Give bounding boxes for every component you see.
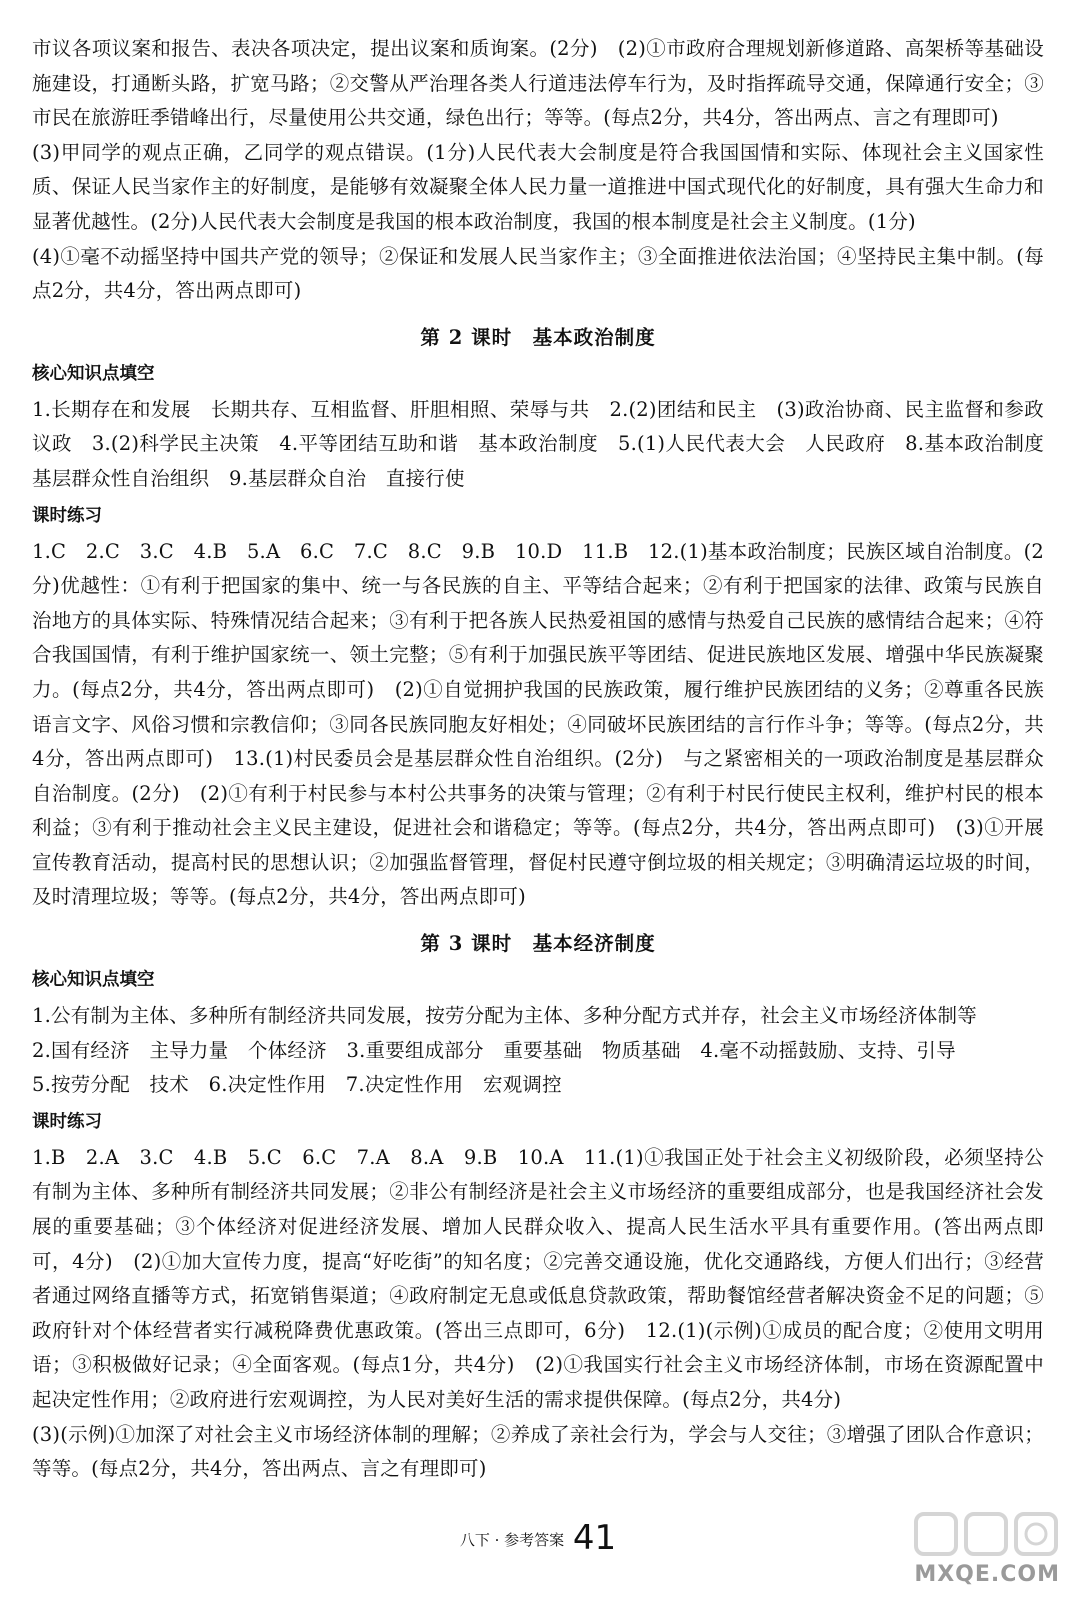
footer-label: 八下 · 参考答案: [459, 1531, 565, 1549]
watermark-text: MXQE.COM: [914, 1562, 1060, 1587]
core-knowledge-answers: 1.长期存在和发展 长期共存、互相监督、肝胆相照、荣辱与共 2.(2)团结和民主 (3)政治协商、民主监督和参政议政 3.(2)科学民主决策 4.平等团结互助和谐 基本政治制度 5.(1)人民代表大会 人民政府 8.基本政治制度 基层群众性自治组织 9.基层群众自治 直接行使: [32, 397, 1064, 490]
practice-heading: 课时练习: [32, 505, 102, 526]
page-number: 41: [572, 1518, 617, 1558]
practice-answers: 1.C 2.C 3.C 4.B 5.A 6.C 7.C 8.C 9.B 10.D 11.B 12.(1)基本政治制度；民族区域自治制度。(2分)优越性：①有利于把国家的集中、统一与各民族的自主、平等结合起来；②有利于把国家的法律、政策与民族自治地方的具体实际、特殊情况结合起来；③有利于把各族人民热爱祖国的感情与热爱自己民族的感情结合起来；④符合我国国情，有利于维护国家统一、领土完整；⑤有利于加强民族平等团结、促进民族地区发展、增强中华民族凝聚力。(每点2分，共4分，答出两点即可) (2)①自觉拥护我国的民族政策，履行维护民族团结的义务；②尊重各民族语言文字、风俗习惯和宗教信仰；③同各民族同胞友好相处；④同破坏民族团结的言行作斗争；等等。(每点2分，共4分，答出两点即可) 13.(1)村民委员会是基层群众性自治组织。(2分) 与之紧密相关的一项政治制度是基层群众自治制度。(2分) (2)①有利于村民参与本村公共事务的决策与管理；②有利于村民行使民主权利，维护村民的根本利益；③有利于推动社会主义民主建设，促进社会和谐稳定；等等。(每点2分，共4分，答出两点即可) (3)①开展宣传教育活动，提高村民的思想认识；②加强监督管理，督促村民遵守倒垃圾的相关规定；③明确清运垃圾的时间，及时清理垃圾；等等。(每点2分，共4分，答出两点即可): [32, 539, 1044, 909]
core-knowledge-line: 1.公有制为主体、多种所有制经济共同发展，按劳分配为主体、多种分配方式并存，社会主义市场经济体制等: [32, 1004, 977, 1028]
practice-answers: 1.B 2.A 3.C 4.B 5.C 6.C 7.A 8.A 9.B 10.A 11.(1)①我国正处于社会主义初级阶段，必须坚持公有制为主体、多种所有制经济共同发展；②非公有制经济是社会主义市场经济的重要组成部分，也是我国经济社会发展的重要基础；③个体经济对促进经济发展、增加人民群众收入、提高人民生活水平具有重要作用。(答出两点即可，4分) (2)①加大宣传力度，提高“好吃街”的知名度；②完善交通设施，优化交通路线，方便人们出行；③经营者通过网络直播等方式，拓宽销售渠道；④政府制定无息或低息贷款政策，帮助餐馆经营者解决资金不足的问题；⑤政府针对个体经营者实行减税降费优惠政策。(答出三点即可，6分) 12.(1)(示例)①成员的配合度；②使用文明用语；③积极做好记录；④全面客观。(每点1分，共4分) (2)①我国实行社会主义市场经济体制，市场在资源配置中起决定性作用；②政府进行宏观调控，为人民对美好生活的需求提供保障。(每点2分，共4分): [32, 1145, 1044, 1411]
core-knowledge-heading: 核心知识点填空: [32, 363, 155, 384]
answer-page: [32, 32, 1064, 1487]
practice-answers-tail: (3)(示例)①加深了对社会主义市场经济体制的理解；②养成了亲社会行为，学会与人交往；③增强了团队合作意识；等等。(每点2分，共4分，答出两点、言之有理即可): [32, 1422, 1044, 1481]
lesson-2-title: 第 2 课时 基本政治制度: [420, 325, 656, 349]
lesson-3-title: 第 3 课时 基本经济制度: [420, 932, 656, 956]
answer-paragraph: 市议各项议案和报告、表决各项决定，提出议案和质询案。(2分) (2)①市政府合理规划新修道路、高架桥等基础设施建设，打通断头路，扩宽马路；②交警从严治理各类人行道违法停车行为，及时指挥疏导交通，保障通行安全；③市民在旅游旺季错峰出行，尽量使用公共交通，绿色出行；等等。(每点2分，共4分，答出两点、言之有理即可): [32, 37, 1044, 130]
core-knowledge-line: 5.按劳分配 技术 6.决定性作用 7.决定性作用 宏观调控: [32, 1073, 562, 1097]
answer-paragraph: (3)甲同学的观点正确，乙同学的观点错误。(1分)人民代表大会制度是符合我国国情和实际、体现社会主义国家性质、保证人民当家作主的好制度，是能够有效凝聚全体人民力量一道推进中国式现代化的好制度，具有强大生命力和显著优越性。(2分)人民代表大会制度是我国的根本政治制度，我国的根本制度是社会主义制度。(1分): [32, 140, 1044, 233]
practice-heading: 课时练习: [32, 1111, 102, 1132]
answer-paragraph: (4)①毫不动摇坚持中国共产党的领导；②保证和发展人民当家作主；③全面推进依法治国；④坚持民主集中制。(每点2分，共4分，答出两点即可): [32, 244, 1044, 303]
core-knowledge-heading: 核心知识点填空: [32, 970, 155, 991]
core-knowledge-line: 2.国有经济 主导力量 个体经济 3.重要组成部分 重要基础 物质基础 4.毫不动摇鼓励、支持、引导: [32, 1038, 956, 1062]
